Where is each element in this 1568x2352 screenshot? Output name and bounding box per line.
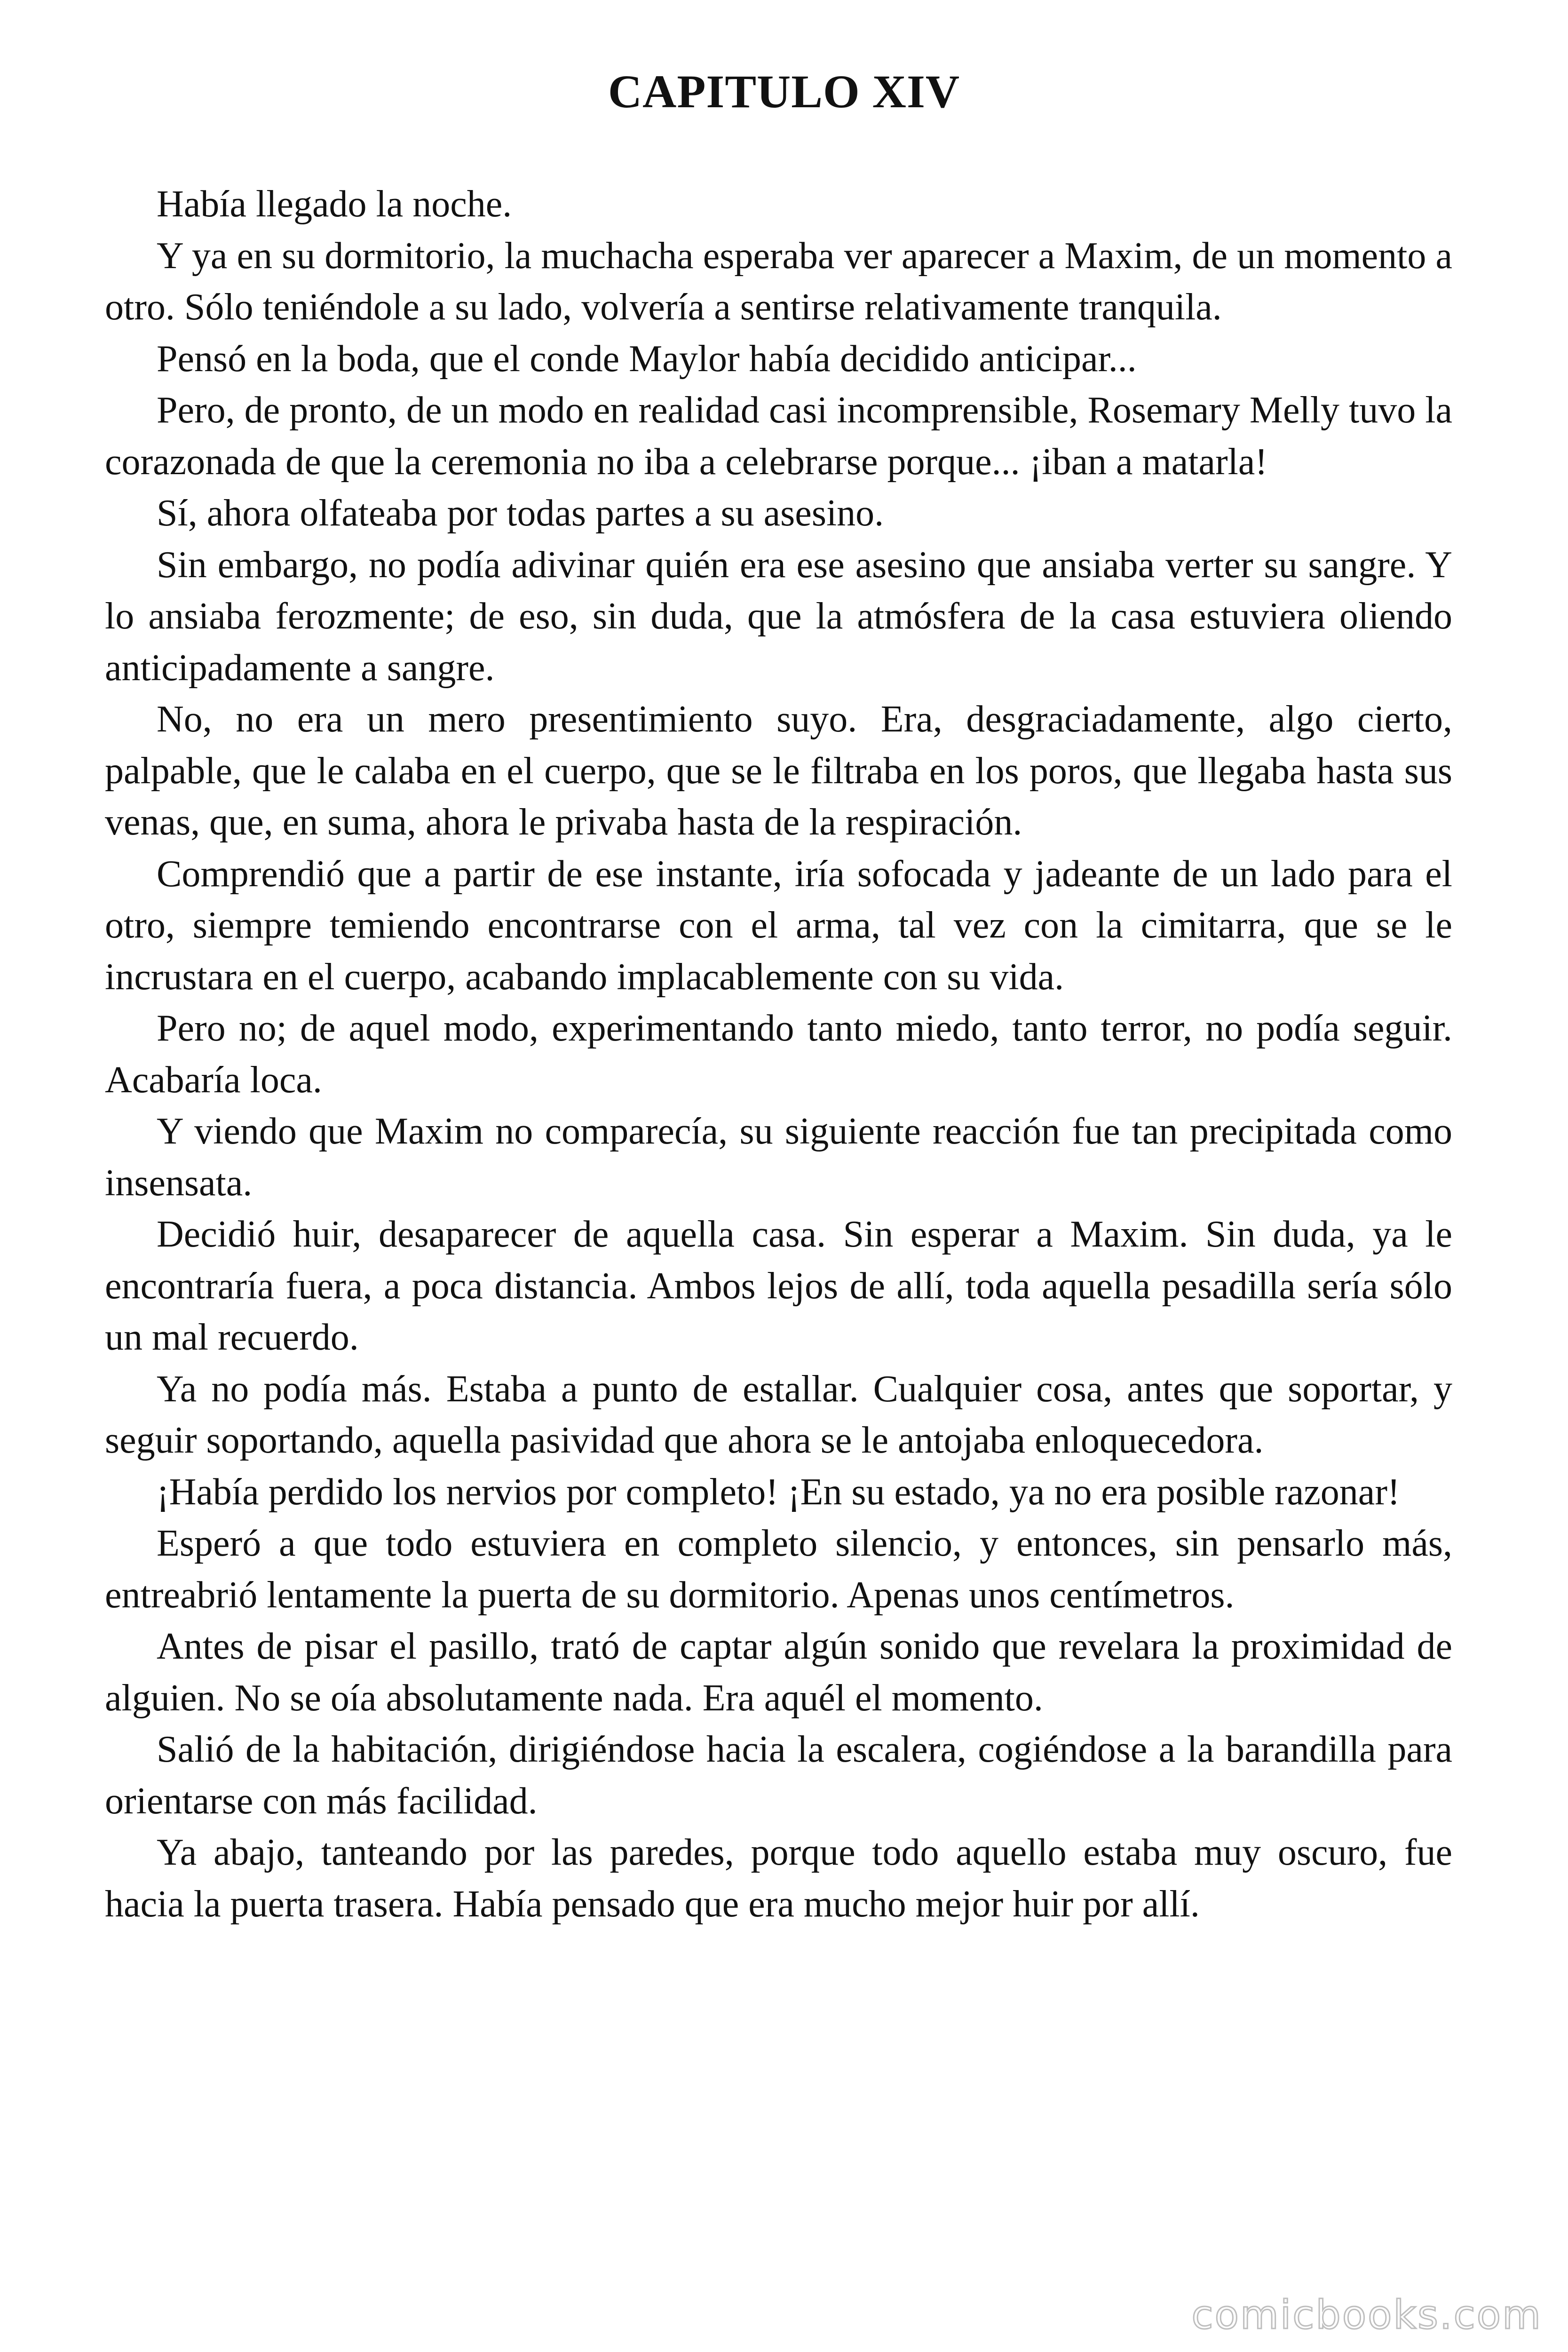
paragraph: Pero no; de aquel modo, experimentando tanto miedo, tanto terror, no podía seguir. Acabaría loca. bbox=[105, 1008, 1452, 1101]
paragraph: Salió de la habitación, dirigiéndose hacia la escalera, cogiéndose a la barandilla para orientarse con más facilidad. bbox=[105, 1729, 1452, 1822]
paragraph: Antes de pisar el pasillo, trató de captar algún sonido que revelara la proximidad de alguien. No se oía absolutamente nada. Era aquél el momento. bbox=[105, 1626, 1452, 1719]
paragraph: ¡Había perdido los nervios por completo! ¡En su estado, ya no era posible razonar! bbox=[157, 1471, 1400, 1513]
paragraph: Sin embargo, no podía adivinar quién era ese asesino que ansiaba verter su sangre. Y lo ansiaba ferozmente; de eso, sin duda, que la atmósfera de la casa estuviera oliendo anticipadamente a sangre. bbox=[105, 544, 1452, 689]
paragraph: Pero, de pronto, de un modo en realidad casi incomprensible, Rosemary Melly tuvo la corazonada de que la ceremonia no iba a celebrarse porque... ¡iban a matarla! bbox=[105, 389, 1452, 483]
paragraph: Y ya en su dormitorio, la muchacha esperaba ver aparecer a Maxim, de un momento a otro. Sólo teniéndole a su lado, volvería a sentirse relativamente tranquila. bbox=[105, 235, 1452, 328]
paragraph: Y viendo que Maxim no comparecía, su siguiente reacción fue tan precipitada como insensata. bbox=[105, 1111, 1452, 1204]
paragraph: Había llegado la noche. bbox=[157, 183, 512, 225]
chapter-title: CAPITULO XIV bbox=[608, 65, 960, 118]
paragraph: Ya no podía más. Estaba a punto de estallar. Cualquier cosa, antes que soportar, y seguir soportando, aquella pasividad que ahora se le antojaba enloquecedora. bbox=[105, 1368, 1452, 1461]
paragraph: Esperó a que todo estuviera en completo silencio, y entonces, sin pensarlo más, entreabrió lentamente la puerta de su dormitorio. Apenas unos centímetros. bbox=[105, 1523, 1452, 1616]
watermark-text: comicbooks.com bbox=[1191, 2292, 1542, 2338]
paragraph: Pensó en la boda, que el conde Maylor había decidido anticipar... bbox=[157, 338, 1137, 380]
chapter-body bbox=[105, 179, 1452, 1930]
paragraph: Comprendió que a partir de ese instante, iría sofocada y jadeante de un lado para el otro, siempre temiendo encontrarse con el arma, tal vez con la cimitarra, que se le incrustara en el cuerpo, acabando implacablemente con su vida. bbox=[105, 853, 1452, 998]
paragraph: Decidió huir, desaparecer de aquella casa. Sin esperar a Maxim. Sin duda, ya le encontraría fuera, a poca distancia. Ambos lejos de allí, toda aquella pesadilla sería sólo un mal recuerdo. bbox=[105, 1214, 1452, 1358]
paragraph: Ya abajo, tanteando por las paredes, porque todo aquello estaba muy oscuro, fue hacia la puerta trasera. Había pensado que era mucho mejor huir por allí. bbox=[105, 1832, 1452, 1925]
paragraph: Sí, ahora olfateaba por todas partes a su asesino. bbox=[157, 493, 884, 534]
paragraph: No, no era un mero presentimiento suyo. Era, desgraciadamente, algo cierto, palpable, que le calaba en el cuerpo, que se le filtraba en los poros, que llegaba hasta sus venas, que, en suma, ahora le privaba hasta de la respiración. bbox=[105, 699, 1452, 843]
